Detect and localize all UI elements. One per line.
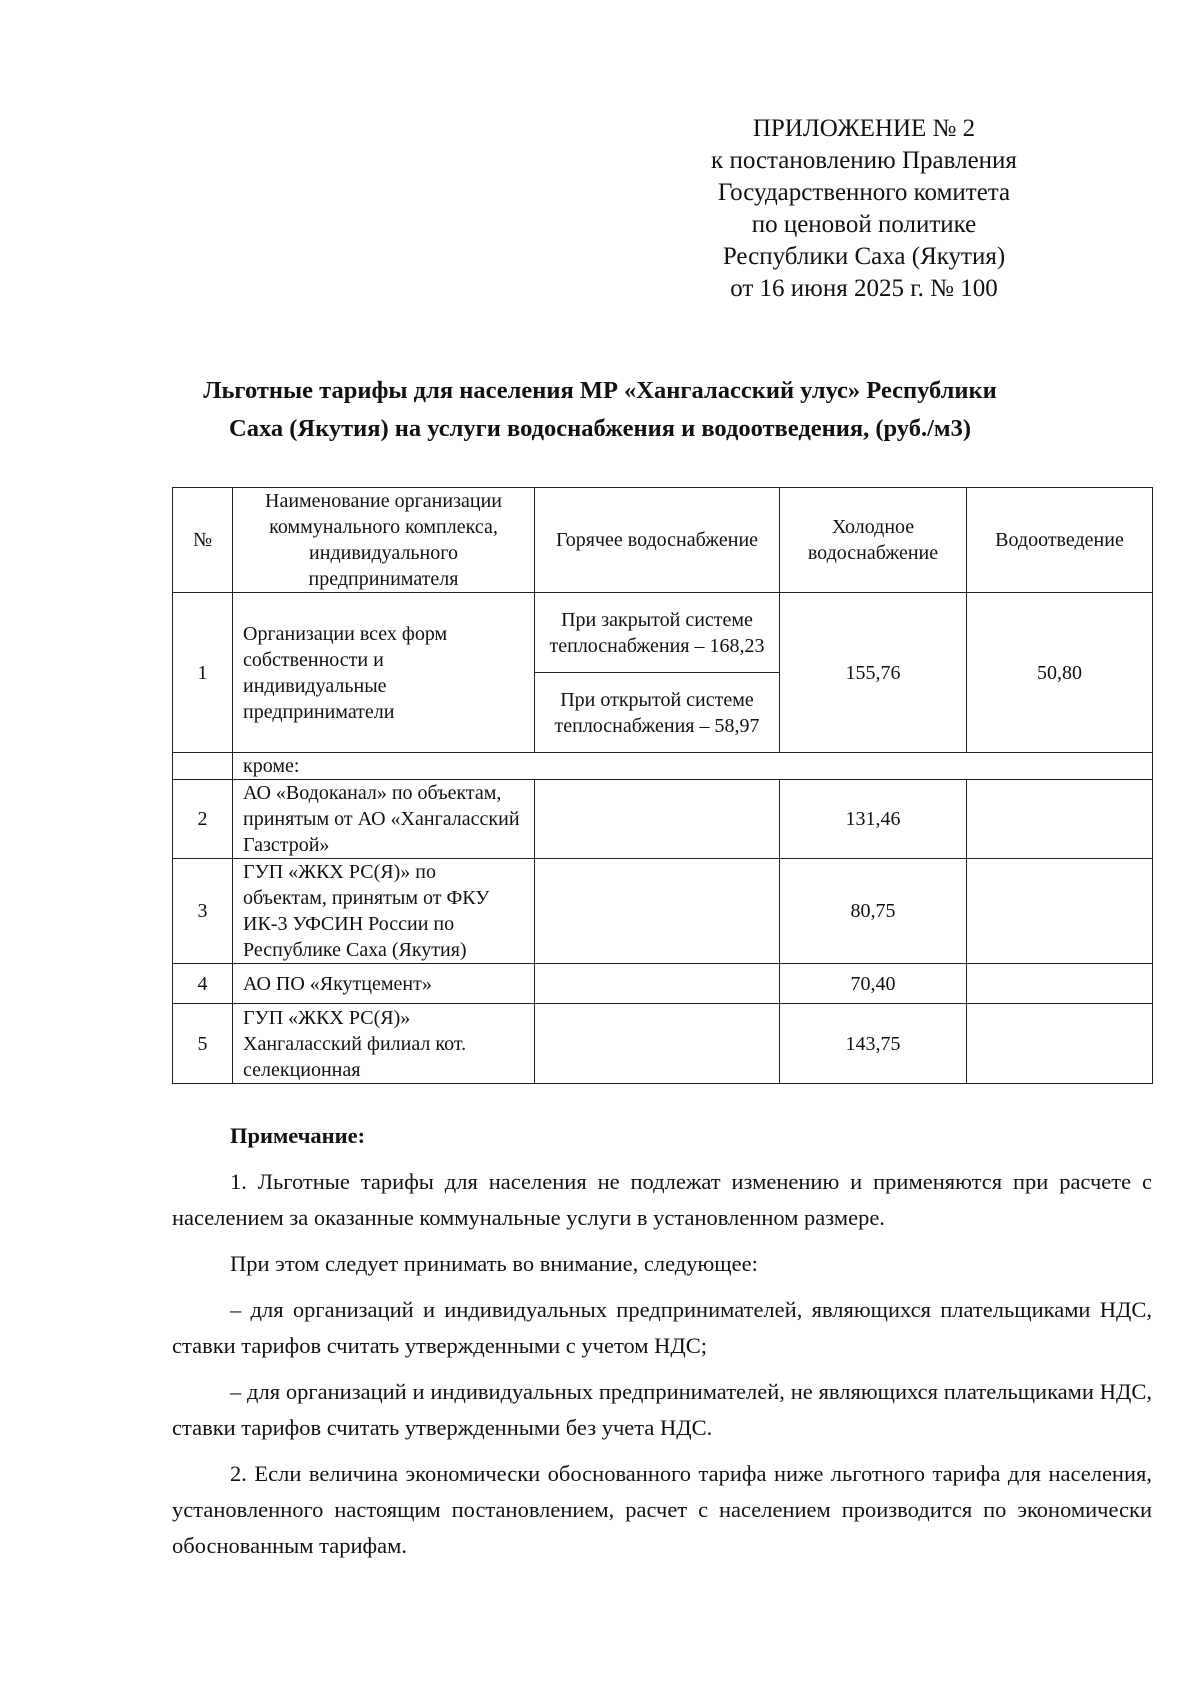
table-row <box>173 1004 1153 1084</box>
header-hot-water: Горячее водоснабжение <box>535 488 780 593</box>
note-paragraph: При этом следует принимать во внимание, следующее: <box>230 1251 758 1276</box>
row-number: 5 <box>173 1004 233 1084</box>
appendix-line: Республики Саха (Якутия) <box>722 243 1006 270</box>
row-number: 4 <box>173 964 233 1004</box>
appendix-line: от 16 июня 2025 г. № 100 <box>730 275 998 302</box>
except-number-cell <box>173 753 233 780</box>
row-number: 3 <box>173 859 233 964</box>
hot-water-value <box>535 964 780 1004</box>
except-row <box>173 753 1153 780</box>
table-row <box>173 964 1153 1004</box>
tariff-table <box>172 487 1153 1084</box>
hot-water-closed-system: При закрытой системе теплоснабжения – 168,23 <box>535 593 780 673</box>
row-organization: АО ПО «Якутцемент» <box>233 964 535 1004</box>
cold-water-value: 70,40 <box>780 964 967 1004</box>
table-row <box>173 593 1153 673</box>
table-row <box>173 780 1153 859</box>
hot-water-open-system: При открытой системе теплоснабжения – 58,97 <box>535 673 780 753</box>
sewerage-value <box>967 964 1153 1004</box>
sewerage-value <box>967 780 1153 859</box>
notes-section <box>172 1118 1152 1564</box>
row-number: 1 <box>173 593 233 753</box>
note-paragraph: 2. Если величина экономически обоснованного тарифа ниже льготного тарифа для населения, установленного настоящим постановлением, расчет с населением производится по экономически обоснованным тарифам. <box>172 1461 1152 1558</box>
header-number: № <box>173 488 233 593</box>
row-organization: ГУП «ЖКХ РС(Я)» Хангаласский филиал кот. селекционная <box>233 1004 535 1084</box>
title-line-2: Саха (Якутия) на услуги водоснабжения и водоотведения, (руб./м3) <box>229 415 971 442</box>
sewerage-value: 50,80 <box>967 593 1153 753</box>
cold-water-value: 155,76 <box>780 593 967 753</box>
appendix-header <box>686 113 1042 305</box>
except-label: кроме: <box>233 753 1153 780</box>
title-line-1: Льготные тарифы для населения МР «Хангаласский улус» Республики <box>203 377 997 404</box>
note-paragraph: – для организаций и индивидуальных предпринимателей, являющихся плательщиками НДС, ставки тарифов считать утвержденными с учетом НДС; <box>172 1297 1152 1358</box>
appendix-line: к постановлению Правления <box>711 147 1017 174</box>
row-organization: ГУП «ЖКХ РС(Я)» по объектам, принятым от ФКУ ИК-3 УФСИН России по Республике Саха (Якутия) <box>233 859 535 964</box>
sewerage-value <box>967 859 1153 964</box>
header-organization: Наименование организации коммунального комплекса, индивидуального предпринимателя <box>233 488 535 593</box>
row-organization: Организации всех форм собственности и индивидуальные предприниматели <box>233 593 535 753</box>
header-sewerage: Водоотведение <box>967 488 1153 593</box>
appendix-line: по ценовой политике <box>751 211 977 238</box>
hot-water-value <box>535 1004 780 1084</box>
appendix-line: Государственного комитета <box>717 179 1011 206</box>
header-cold-water: Холодное водоснабжение <box>780 488 967 593</box>
hot-water-value <box>535 859 780 964</box>
table-row <box>173 859 1153 964</box>
table-header-row <box>173 488 1153 593</box>
row-organization: АО «Водоканал» по объектам, принятым от АО «Хангаласский Газстрой» <box>233 780 535 859</box>
sewerage-value <box>967 1004 1153 1084</box>
notes-heading: Примечание: <box>230 1123 366 1148</box>
note-paragraph: 1. Льготные тарифы для населения не подлежат изменению и применяются при расчете с населением за оказанные коммунальные услуги в установленном размере. <box>172 1169 1152 1230</box>
hot-water-value <box>535 780 780 859</box>
appendix-line: ПРИЛОЖЕНИЕ № 2 <box>752 115 976 142</box>
cold-water-value: 80,75 <box>780 859 967 964</box>
cold-water-value: 143,75 <box>780 1004 967 1084</box>
row-number: 2 <box>173 780 233 859</box>
cold-water-value: 131,46 <box>780 780 967 859</box>
note-paragraph: – для организаций и индивидуальных предпринимателей, не являющихся плательщиками НДС, ставки тарифов считать утвержденными без учета НДС. <box>172 1379 1152 1440</box>
document-title <box>150 372 1050 448</box>
